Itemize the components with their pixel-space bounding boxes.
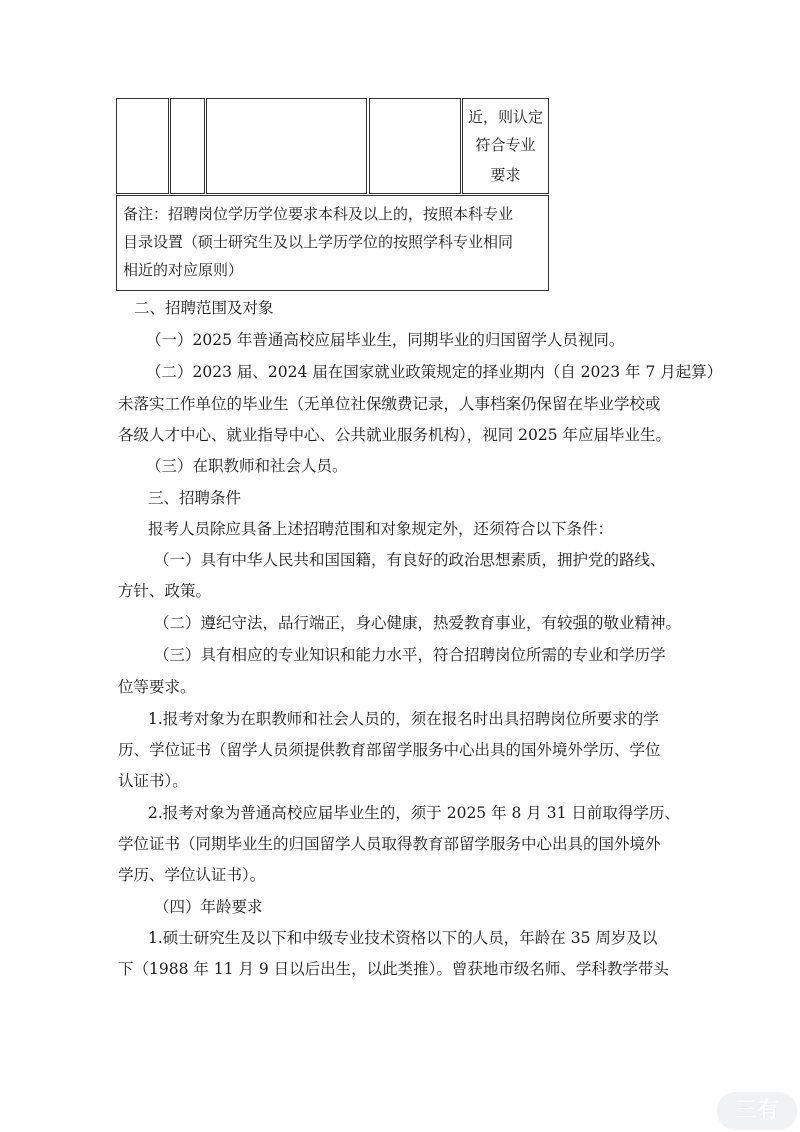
paragraph-line: 未落实工作单位的毕业生（无单位社保缴费记录，人事档案仍保留在毕业学校或	[118, 395, 661, 413]
paragraph-line: （二）遵纪守法，品行端正，身心健康，热爱教育事业，有较强的敬业精神。	[154, 614, 682, 632]
requirements-table-fragment	[115, 97, 550, 292]
watermark-text: 三有	[734, 1098, 779, 1123]
paragraph-line: （二）2023 届、2024 届在国家就业政策规定的择业期内（自 2023 年 7 月起算）	[146, 363, 723, 381]
paragraph-line: 1.报考对象为在职教师和社会人员的，须在报名时出具招聘岗位所要求的学	[148, 710, 659, 728]
section-heading: 二、招聘范围及对象	[134, 299, 274, 317]
remark-text-line: 目录设置（硕士研究生及以上学历学位的按照学科专业相同	[123, 233, 514, 251]
subsection-heading: （四）年龄要求	[154, 898, 263, 916]
paragraph-line: 历、学位证书（留学人员须提供教育部留学服务中心出具的国外境外学历、学位	[118, 741, 661, 759]
remark-text-line: 备注：招聘岗位学历学位要求本科及以上的，按照本科专业	[123, 205, 514, 223]
paragraph-line: 位等要求。	[118, 678, 196, 696]
paragraph-line: 各级人才中心、就业指导中心、公共就业服务机构），视同 2025 年应届毕业生。	[118, 426, 672, 444]
table-cell	[369, 98, 461, 194]
paragraph-line: 下（1988 年 11 月 9 日以后出生，以此类推）。曾获地市级名师、学科教学带头	[118, 960, 669, 978]
paragraph-line: 方针、政策。	[118, 582, 212, 600]
cell-text-line: 近，则认定	[467, 108, 543, 126]
paragraph-line: 2.报考对象为普通高校应届毕业生的，须于 2025 年 8 月 31 日前取得学历、	[148, 804, 680, 822]
paragraph-line: 认证书）。	[118, 772, 188, 790]
remark-text-line: 相近的对应原则）	[123, 261, 244, 279]
cell-text-line: 要求	[490, 166, 521, 184]
paragraph-line: （三）在职教师和社会人员。	[146, 457, 348, 475]
paragraph-line: （三）具有相应的专业知识和能力水平，符合招聘岗位所需的专业和学历学	[154, 646, 666, 664]
cell-text-line: 符合专业	[475, 136, 536, 154]
table-cell-requirement-note	[462, 98, 549, 194]
watermark-logo	[717, 1092, 797, 1130]
paragraph-line: （一）2025 年普通高校应届毕业生，同期毕业的归国留学人员视同。	[146, 331, 625, 349]
paragraph-line: 学位证书（同期毕业生的归国留学人员取得教育部留学服务中心出具的国外境外	[118, 835, 661, 853]
paragraph-line: 学历、学位认证书）。	[118, 866, 266, 884]
table-remark-row	[116, 195, 549, 291]
table-cell	[116, 98, 169, 194]
table-cell	[170, 98, 205, 194]
paragraph-line: 1.硕士研究生及以下和中级专业技术资格以下的人员，年龄在 35 周岁及以	[148, 929, 658, 947]
paragraph-line: 报考人员除应具备上述招聘范围和对象规定外，还须符合以下条件：	[148, 520, 614, 538]
paragraph-line: （一）具有中华人民共和国国籍，有良好的政治思想素质，拥护党的路线、	[154, 551, 666, 569]
section-heading: 三、招聘条件	[148, 489, 242, 507]
table-cell	[206, 98, 367, 194]
